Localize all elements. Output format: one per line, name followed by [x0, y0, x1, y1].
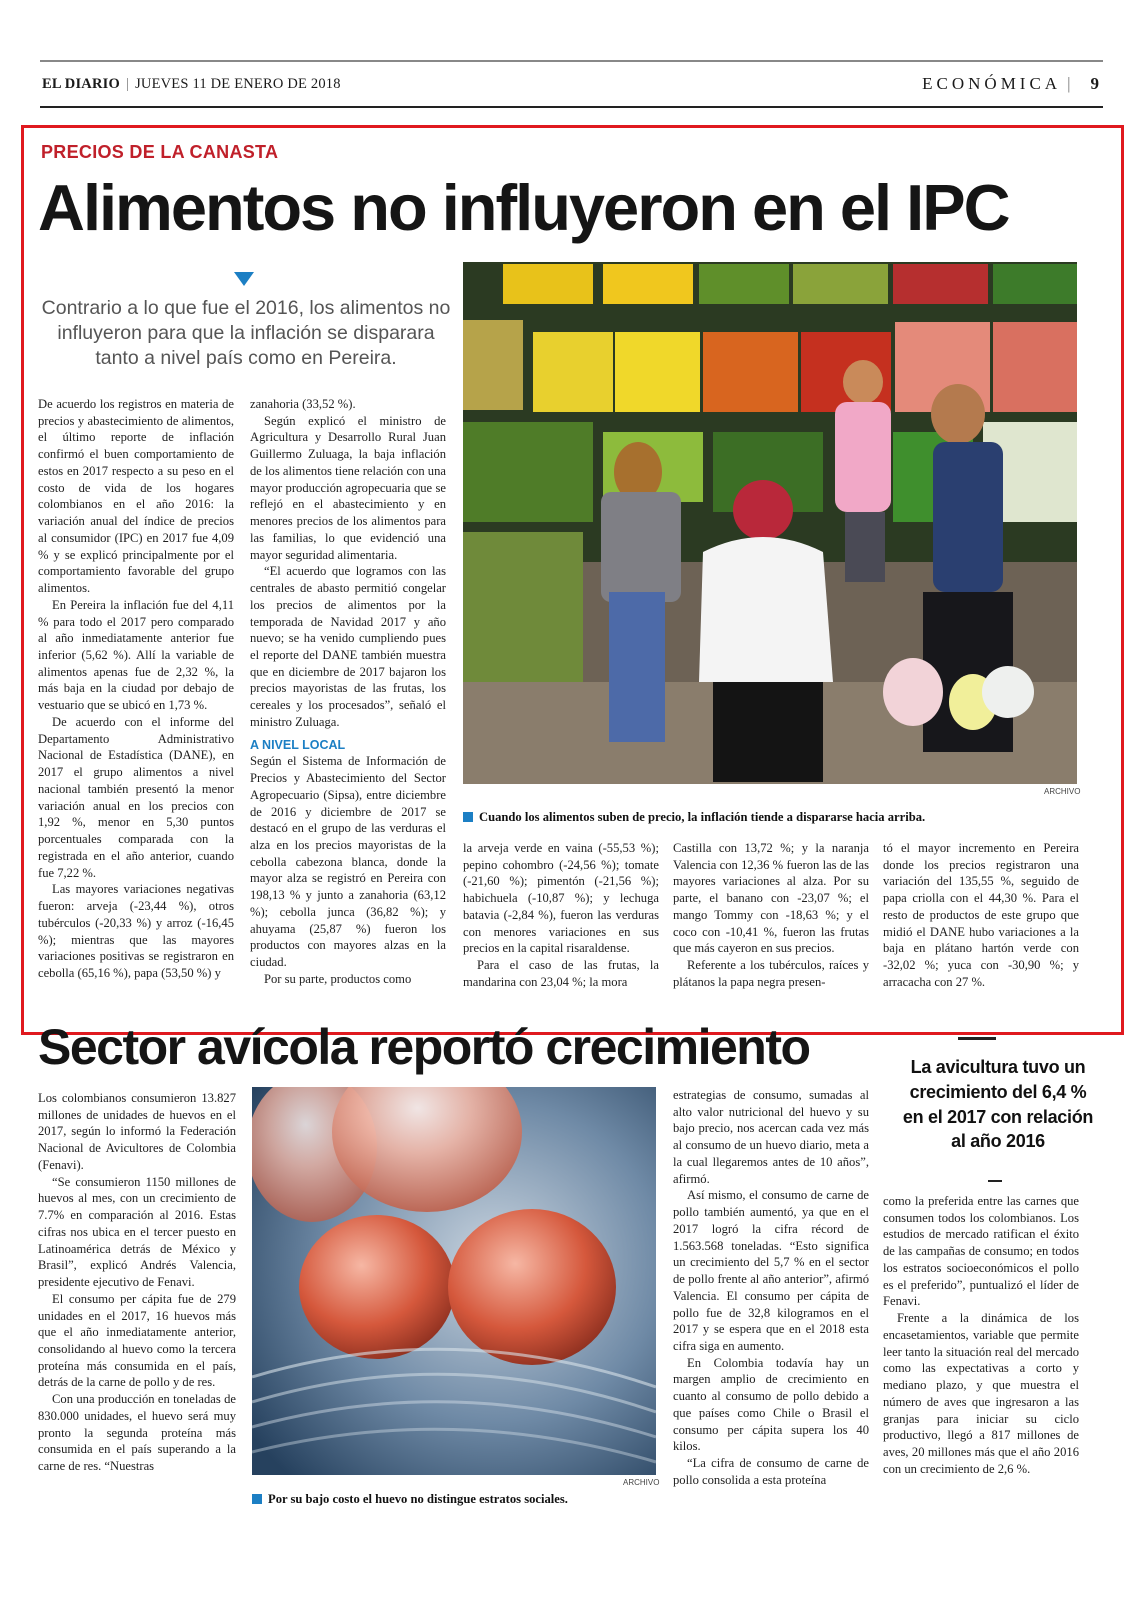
triangle-down-icon [234, 272, 254, 286]
article-column-5 [883, 840, 1079, 991]
divider [988, 1180, 1002, 1182]
eggs-photo [252, 1087, 656, 1475]
photo-caption-text: Cuando los alimentos suben de precio, la inflación tiende a dispararse hacia arriba. [479, 810, 926, 824]
article-column-3 [463, 840, 659, 991]
market-illustration [463, 262, 1077, 784]
paragraph: En Colombia todavía hay un margen amplio de crecimiento en cuanto al consumo de pollo debido a que países como Chile o Brasil el consumo per cápita supera los 40 kilos. [673, 1355, 869, 1454]
photo-caption [252, 1492, 656, 1507]
photo-credit: ARCHIVO [1044, 787, 1081, 796]
masthead-right [922, 74, 1099, 94]
paragraph: Frente a la dinámica de los encasetamientos, variable que permite leer tanto la situación real del mercado como las expectativas a corto y mediano plazo, y que muestra el número de aves que ingresaron a las granjas para iniciar su ciclo productivo, llegó a 817 millones de aves, 20 millones más que el año 2016 con un crecimiento de 2,6 %. [883, 1311, 1079, 1476]
photo-credit: ARCHIVO [623, 1478, 660, 1487]
article-kicker: PRECIOS DE LA CANASTA [41, 142, 279, 162]
paragraph: El consumo per cápita fue de 279 unidades en el 2017, 16 huevos más que el año inmediatamente anterior, consolidando al huevo como la tercera proteína más consumida en el país, detrás de la carne de pollo y de res. [38, 1291, 236, 1390]
paragraph: De acuerdo con el informe del Departamento Administrativo Nacional de Estadística (DANE), en 2017 el grupo alimentos a nivel nacional también presentó la menor variación anual en los precios con 1,92 %, menor en 5,30 puntos porcentuales comparada con la registrada en el año anterior, cuando fue 7,22 %. [38, 714, 234, 880]
paragraph: la arveja verde en vaina (-55,53 %); pepino cohombro (-24,56 %); tomate (-21,60 %); pimentón (-21,56 %); habichuela (-10,87 %); y lechuga batavia (-2,84 %), fueron las verduras con menores variaciones en sus precios en la capital risaraldense. [463, 841, 659, 956]
market-photo [463, 262, 1077, 784]
article-lead: Contrario a lo que fue el 2016, los alimentos no influyeron para que la inflación se disparara tanto a nivel país como en Pereira. [41, 297, 451, 369]
paragraph: De acuerdo los registros en materia de precios y abastecimiento de alimentos, el último reporte de inflación confirmó el buen comportamiento de estos en 2017 respecto a su peso en el costo de vida de los hogares colombianos en el año 2016: la variación anual del índice de precios al consumidor (IPC) en 2017 fue 4,09 % y se explicó principalmente por el comportamiento favorable del grupo alimentos. [38, 397, 234, 596]
article-column-4 [673, 840, 869, 991]
masthead-separator: | [125, 76, 130, 92]
paragraph: “El acuerdo que logramos con las centrales de abasto permitió congelar los precios de alimentos por la temporada de Navidad 2017 y año nuevo; se ha venido cumpliendo pues el reporte del DANE también muestra que en diciembre de 2017 bajaron los precios mayoristas de las frutas, los cereales y los procesados”, señaló el ministro Zuluaga. [250, 564, 446, 729]
article-column-2 [673, 1087, 869, 1489]
page-masthead [40, 60, 1103, 108]
paragraph: “Se consumieron 1150 millones de huevos al mes, con un crecimiento de 7.7% en comparación al 2016. Estas cifras nos ubica en el tercer puesto en Latinoamérica detrás de México y Brasil”, explicó Andrés Valencia, presidente ejecutivo de Fenavi. [38, 1174, 236, 1290]
paragraph: Para el caso de las frutas, la mandarina con 23,04 %; la mora [463, 958, 659, 989]
pull-quote: La avicultura tuvo un crecimiento del 6,4 % en el 2017 con relación al año 2016 [902, 1057, 1094, 1152]
issue-date: JUEVES 11 DE ENERO DE 2018 [135, 76, 341, 92]
masthead-separator: | [1067, 74, 1075, 93]
paragraph: “La cifra de consumo de carne de pollo consolida a esta proteína [673, 1456, 869, 1487]
divider [958, 1037, 996, 1040]
article-subhead: A NIVEL LOCAL [250, 737, 346, 752]
paragraph: Las mayores variaciones negativas fueron: arveja (-23,44 %), otros tubérculos (-20,33 %) y arroz (-16,45 %); mientras que las mayores variaciones positivas se registraron en cebolla (65,16 %), papa (53,50 %) y [38, 882, 234, 980]
article-column-3 [883, 1193, 1079, 1477]
page-number: 9 [1090, 74, 1099, 93]
paragraph: Referente a los tubérculos, raíces y plátanos la papa negra presen- [673, 958, 869, 989]
paragraph: Por su parte, productos como [264, 971, 412, 986]
paragraph: Con una producción en toneladas de 830.000 unidades, el huevo será muy pronto la segunda proteína más consumida en el país superando a la carne de res. “Nuestras [38, 1392, 236, 1474]
square-bullet-icon [252, 1494, 262, 1504]
article-column-1 [38, 1090, 236, 1475]
paragraph: como la preferida entre las carnes que consumen todos los colombianos. Los estudios de mercado ratifican el éxito de las campañas de consumo; en todos los estratos socioeconómicos el pollo es el preferido”, puntualizó el líder de Fenavi. [883, 1194, 1079, 1309]
paragraph: tó el mayor incremento en Pereira donde los precios registraron una variación del 135,55 %, seguido de papa criolla con el 44,30 %. Para el resto de productos de este grupo que midió el DANE hubo variaciones a la baja en plátano hartón verde con -32,02 %; yuca con -30,90 %; y arracacha con 27 %. [883, 841, 1079, 989]
paragraph: Según explicó el ministro de Agricultura y Desarrollo Rural Juan Guillermo Zuluaga, la baja inflación de los alimentos tiene relación con una mayor producción agropecuaria que se reflejó en el abastecimiento y en menores precios de los alimentos para las familias, lo que evidenció una mayor seguridad alimentaria. [250, 413, 446, 562]
article-column-2 [250, 396, 446, 988]
paragraph: En Pereira la inflación fue del 4,11 % para todo el 2017 pero comparado al año inmediatamente anterior fue inferior (5,62 %). Allí la variable de alimentos apenas fue de 2,32 %, la más baja en la ciudad por debajo de vestuario que se ubicó en 1,73 %. [38, 597, 234, 713]
masthead-left [42, 76, 341, 93]
paragraph: zanahoria (33,52 %). [250, 397, 356, 411]
paragraph: Según el Sistema de Información de Precios y Abastecimiento del Sector Agropecuario (Sipsa), entre diciembre de 2016 y diciembre de 2017 se destacó en el grupo de las verduras el alza en los precios mayoristas de la cebolla cabezona blanca, donde la mayor alza se registró en Pereira con 198,13 % y junto a zanahoria (63,12 %); cebolla junca (36,82 %); y ahuyama (25,87 %) fueron los productos con mayores alzas en la ciudad. [250, 754, 446, 970]
paragraph: Así mismo, el consumo de carne de pollo también aumentó, ya que en el 2017 logró la cifra récord de 1.563.568 toneladas. “Esto significa un crecimiento del 5,7 % en el sector de pollo frente al año anterior”, afirmó Valencia. El consumo per cápita de pollo fue de 32,8 kilogramos en el 2017 y se espera que en el 2018 esta cifra siga en aumento. [673, 1188, 869, 1354]
paragraph: Castilla con 13,72 %; y la naranja Valencia con 12,36 % fueron las de las mayores variaciones al alza. Por su parte, el banano con -23,07 %; el mango Tommy con -18,63 %; y el coco con -10,41 %, fueron las frutas que más cayeron en sus precios. [673, 841, 869, 956]
newspaper-name: EL DIARIO [42, 76, 120, 92]
paragraph: estrategias de consumo, sumadas al alto valor nutricional del huevo y su bajo precio, nos acercan cada vez más al consumo de un huevo diario, meta a la cual llegaremos antes de 10 años”, afirmó. [673, 1088, 869, 1186]
photo-caption-text: Por su bajo costo el huevo no distingue estratos sociales. [268, 1492, 568, 1506]
article-headline: Sector avícola reportó crecimiento [38, 1019, 810, 1075]
article-headline: Alimentos no influyeron en el IPC [38, 171, 1009, 244]
section-name: ECONÓMICA [922, 74, 1062, 93]
square-bullet-icon [463, 812, 473, 822]
eggs-illustration [252, 1087, 656, 1475]
paragraph: Los colombianos consumieron 13.827 millones de unidades de huevos en el 2017, según lo informó la Federación Nacional de Avicultores de Colombia (Fenavi). [38, 1091, 236, 1172]
article-column-1 [38, 396, 234, 982]
photo-caption [463, 810, 1077, 825]
